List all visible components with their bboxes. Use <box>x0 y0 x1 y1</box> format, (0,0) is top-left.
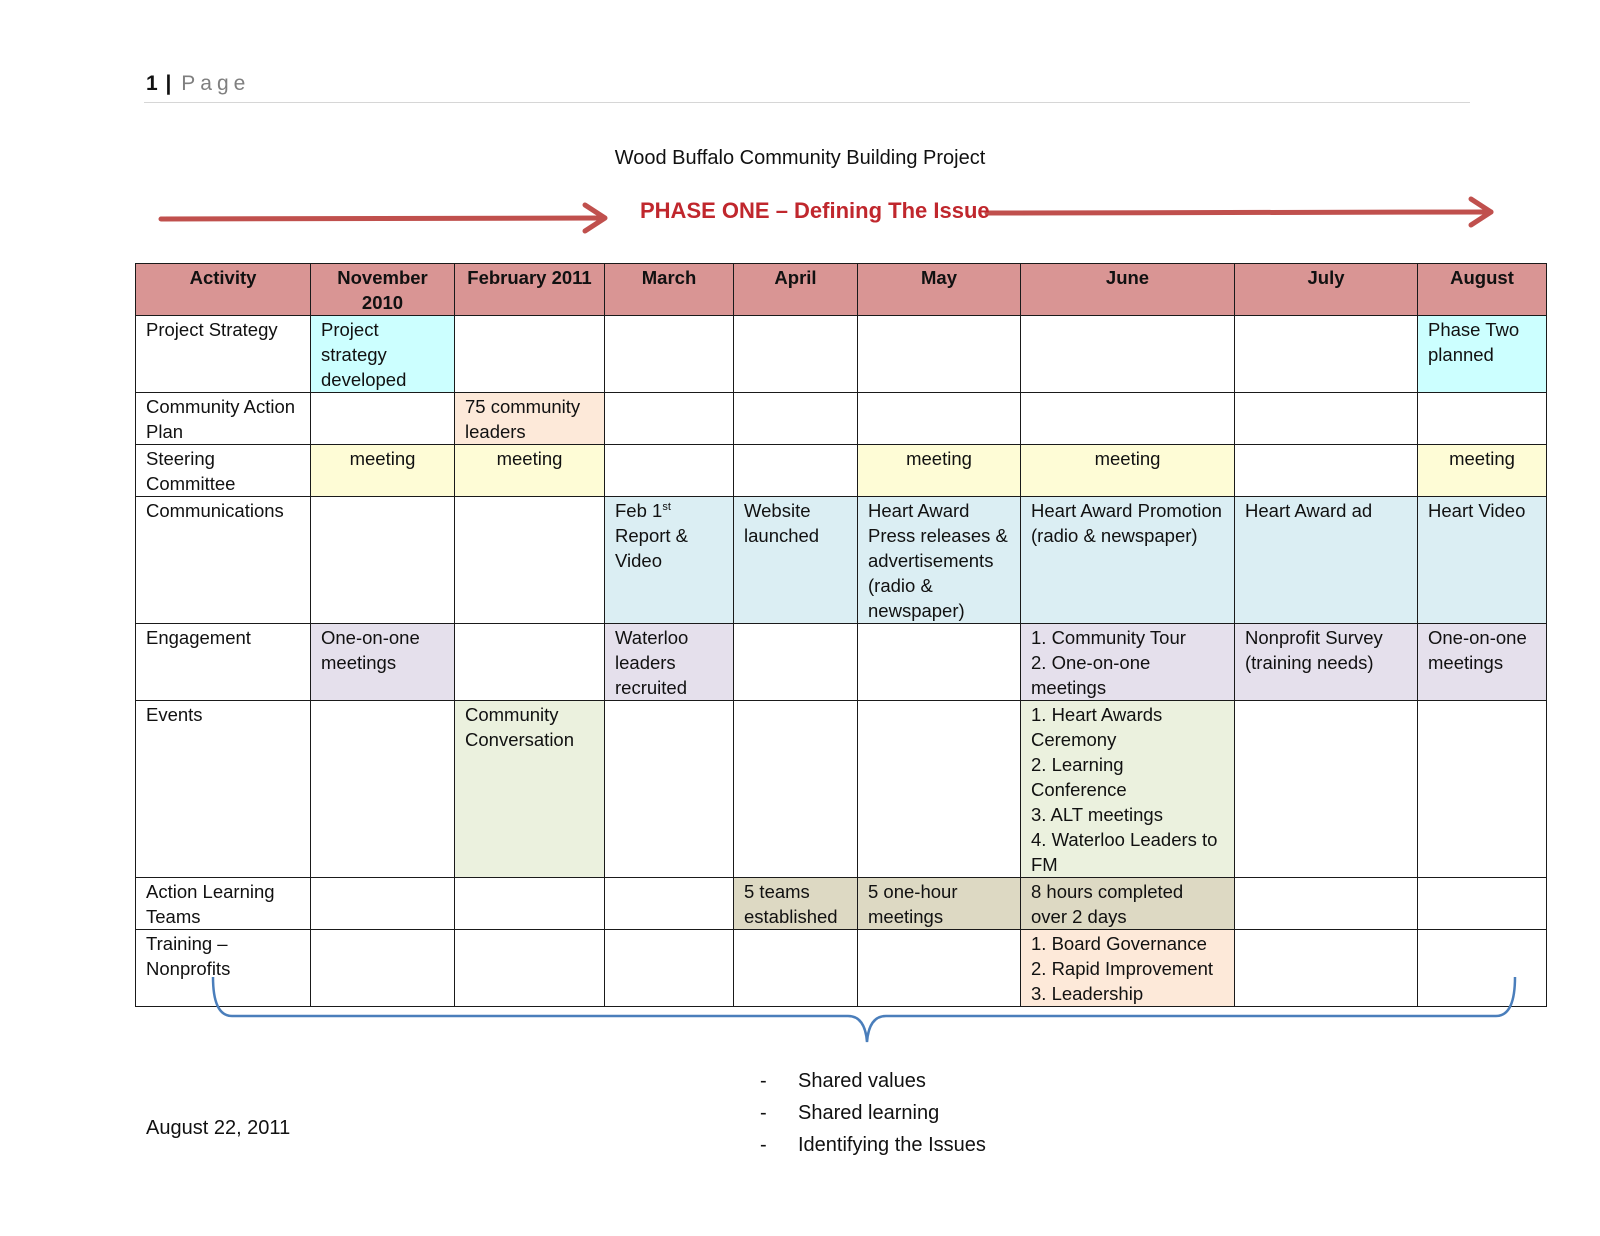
table-cell: meeting <box>1418 445 1547 497</box>
table-cell: One-on-one meetings <box>1418 624 1547 701</box>
page-word: Page <box>181 72 251 95</box>
list-item <box>760 1097 986 1129</box>
table-cell: Heart Award ad <box>1235 497 1418 624</box>
list-item: 4. Waterloo Leaders to FM <box>1031 829 1218 875</box>
table-cell: 5 one-hour meetings <box>858 878 1021 930</box>
table-cell: Website launched <box>734 497 858 624</box>
col-header-june: June <box>1021 264 1235 316</box>
list-item <box>760 1065 986 1097</box>
activity-cell: Community Action Plan <box>136 393 311 445</box>
table-cell: Heart Award Press releases & advertisements (radio & newspaper) <box>858 497 1021 624</box>
dash-bullet: - <box>760 1070 767 1092</box>
document-date: August 22, 2011 <box>146 1117 291 1139</box>
col-header-february-2011: February 2011 <box>455 264 605 316</box>
table-cell: 8 hours completed over 2 days <box>1021 878 1235 930</box>
cell-text: Feb 1 <box>615 500 663 521</box>
col-header-march: March <box>605 264 734 316</box>
document-title: Wood Buffalo Community Building Project <box>614 147 986 169</box>
list-item: 3. ALT meetings <box>1031 804 1163 825</box>
activity-cell: Engagement <box>136 624 311 701</box>
table-cell: meeting <box>858 445 1021 497</box>
activity-cell: Project Strategy <box>136 316 311 393</box>
activity-cell: Communications <box>136 497 311 624</box>
list-item: 2. Rapid Improvement <box>1031 958 1214 979</box>
outcome-text: Shared values <box>798 1070 926 1092</box>
outcome-text: Shared learning <box>798 1102 940 1124</box>
table-cell: Project strategy developed <box>311 316 455 393</box>
list-item: 3. Leadership <box>1031 983 1144 1004</box>
table-cell: 75 community leaders <box>455 393 605 445</box>
activity-cell: Events <box>136 701 311 878</box>
dash-bullet: - <box>760 1134 767 1156</box>
list-item: 1. Heart Awards Ceremony <box>1031 704 1163 750</box>
cell-text: Report & Video <box>615 525 689 571</box>
page-separator: | <box>165 72 172 95</box>
col-header-july: July <box>1235 264 1418 316</box>
activity-cell: Action Learning Teams <box>136 878 311 930</box>
outcome-text: Identifying the Issues <box>798 1134 986 1156</box>
table-cell: Phase Two planned <box>1418 316 1547 393</box>
outcomes-list <box>760 1065 986 1161</box>
table-cell: meeting <box>311 445 455 497</box>
activity-cell: Training – Nonprofits <box>136 930 311 1007</box>
col-header-may: May <box>858 264 1021 316</box>
dash-bullet: - <box>760 1102 767 1124</box>
cell-superscript: st <box>662 500 671 513</box>
table-cell: meeting <box>455 445 605 497</box>
col-header-activity: Activity <box>136 264 311 316</box>
table-cell: meeting <box>1021 445 1235 497</box>
col-header-april: April <box>734 264 858 316</box>
table-cell: Heart Video <box>1418 497 1547 624</box>
table-cell: Community Conversation <box>455 701 605 878</box>
table-cell: Heart Award Promotion (radio & newspaper) <box>1021 497 1235 624</box>
table-cell: Nonprofit Survey (training needs) <box>1235 624 1418 701</box>
table-cell: 5 teams established <box>734 878 858 930</box>
col-header-november-2010: November 2010 <box>311 264 455 316</box>
list-item: 1. Community Tour <box>1031 627 1186 648</box>
col-header-august: August <box>1418 264 1547 316</box>
list-item <box>760 1129 986 1161</box>
phase-label: PHASE ONE – Defining The Issue <box>640 198 990 223</box>
table-cell: One-on-one meetings <box>311 624 455 701</box>
page-number: 1 <box>146 72 158 95</box>
activity-cell: Steering Committee <box>136 445 311 497</box>
table-cell: Waterloo leaders recruited <box>605 624 734 701</box>
list-item: 2. Learning Conference <box>1031 754 1127 800</box>
list-item: 1. Board Governance <box>1031 933 1207 954</box>
list-item: 2. One-on-one meetings <box>1031 652 1151 698</box>
